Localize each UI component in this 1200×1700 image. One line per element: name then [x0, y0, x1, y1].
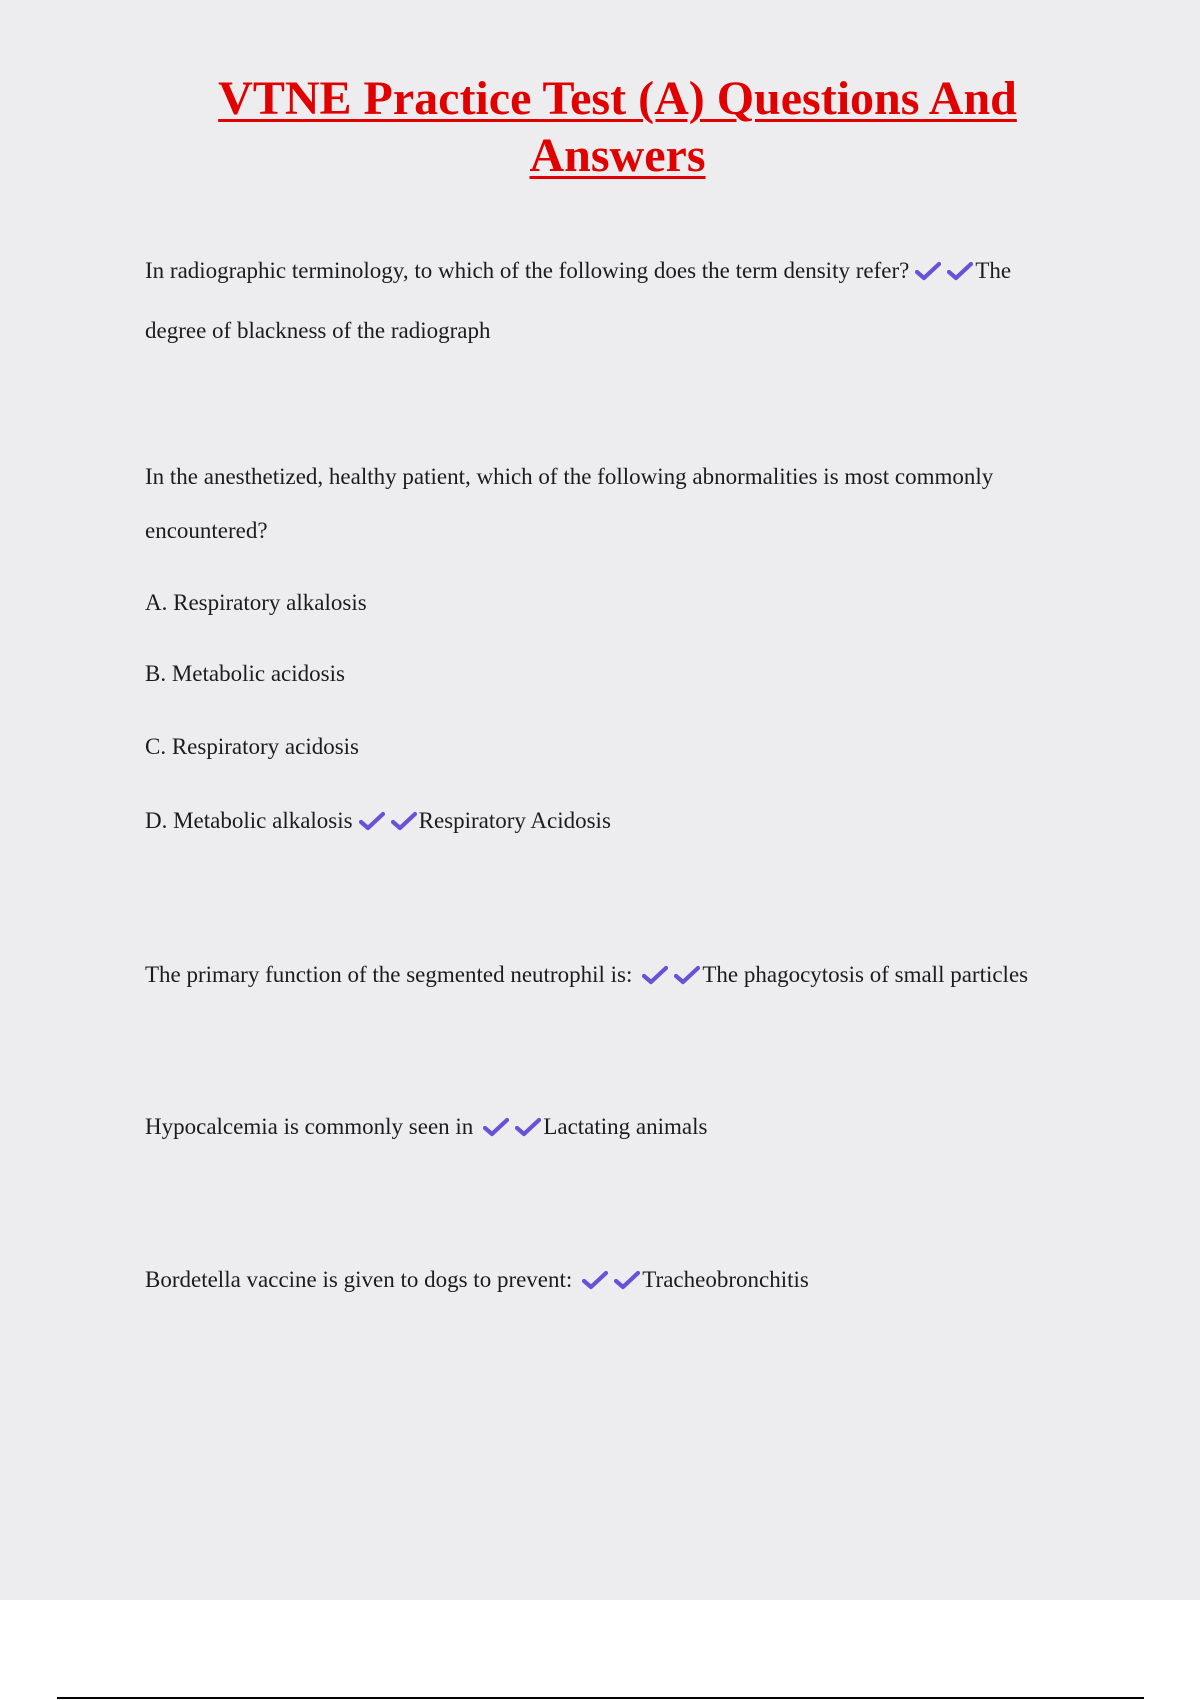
check-mark-icon	[614, 1270, 640, 1290]
option-c	[145, 734, 359, 760]
answer-text: Respiratory Acidosis	[418, 808, 611, 833]
option-text: A. Respiratory alkalosis	[145, 590, 367, 615]
title-line-1: VTNE Practice Test (A) Questions And	[218, 72, 1017, 125]
check-mark-icon	[359, 811, 385, 831]
option-text: C. Respiratory acidosis	[145, 734, 359, 759]
question-text: Bordetella vaccine is given to dogs to prevent:	[145, 1267, 573, 1292]
question-1	[145, 258, 1011, 284]
question-2-continued	[145, 518, 268, 544]
check-mark-icon	[391, 811, 417, 831]
question-2	[145, 464, 993, 490]
question-text: In radiographic terminology, to which of the following does the term density refer?	[145, 258, 910, 283]
answer-text: The phagocytosis of small particles	[702, 962, 1029, 987]
page-separator-line	[57, 1697, 1144, 1699]
question-3	[145, 962, 1028, 988]
check-mark-icon	[674, 965, 700, 985]
check-mark-icon	[947, 261, 973, 281]
check-mark-icon	[915, 261, 941, 281]
document-title	[0, 70, 1200, 184]
question-text: encountered?	[145, 518, 268, 543]
answer-text: degree of blackness of the radiograph	[145, 318, 491, 343]
answer-text: Lactating animals	[543, 1114, 708, 1139]
answer-text: Tracheobronchitis	[642, 1267, 809, 1292]
check-mark-icon	[642, 965, 668, 985]
check-mark-icon	[582, 1270, 608, 1290]
option-b	[145, 661, 345, 687]
question-text: The primary function of the segmented neutrophil is:	[145, 962, 633, 987]
check-mark-icon	[515, 1117, 541, 1137]
title-line-2: Answers	[529, 129, 706, 182]
question-text: Hypocalcemia is commonly seen in	[145, 1114, 474, 1139]
answer-1-continued	[145, 318, 491, 344]
question-4	[145, 1114, 707, 1140]
option-a	[145, 590, 367, 616]
option-text: B. Metabolic acidosis	[145, 661, 345, 686]
option-text: D. Metabolic alkalosis	[145, 808, 353, 833]
check-mark-icon	[483, 1117, 509, 1137]
answer-text: The	[975, 258, 1012, 283]
question-text: In the anesthetized, healthy patient, which of the following abnormalities is most commonly	[145, 464, 994, 489]
question-5	[145, 1267, 809, 1293]
option-d	[145, 808, 611, 834]
